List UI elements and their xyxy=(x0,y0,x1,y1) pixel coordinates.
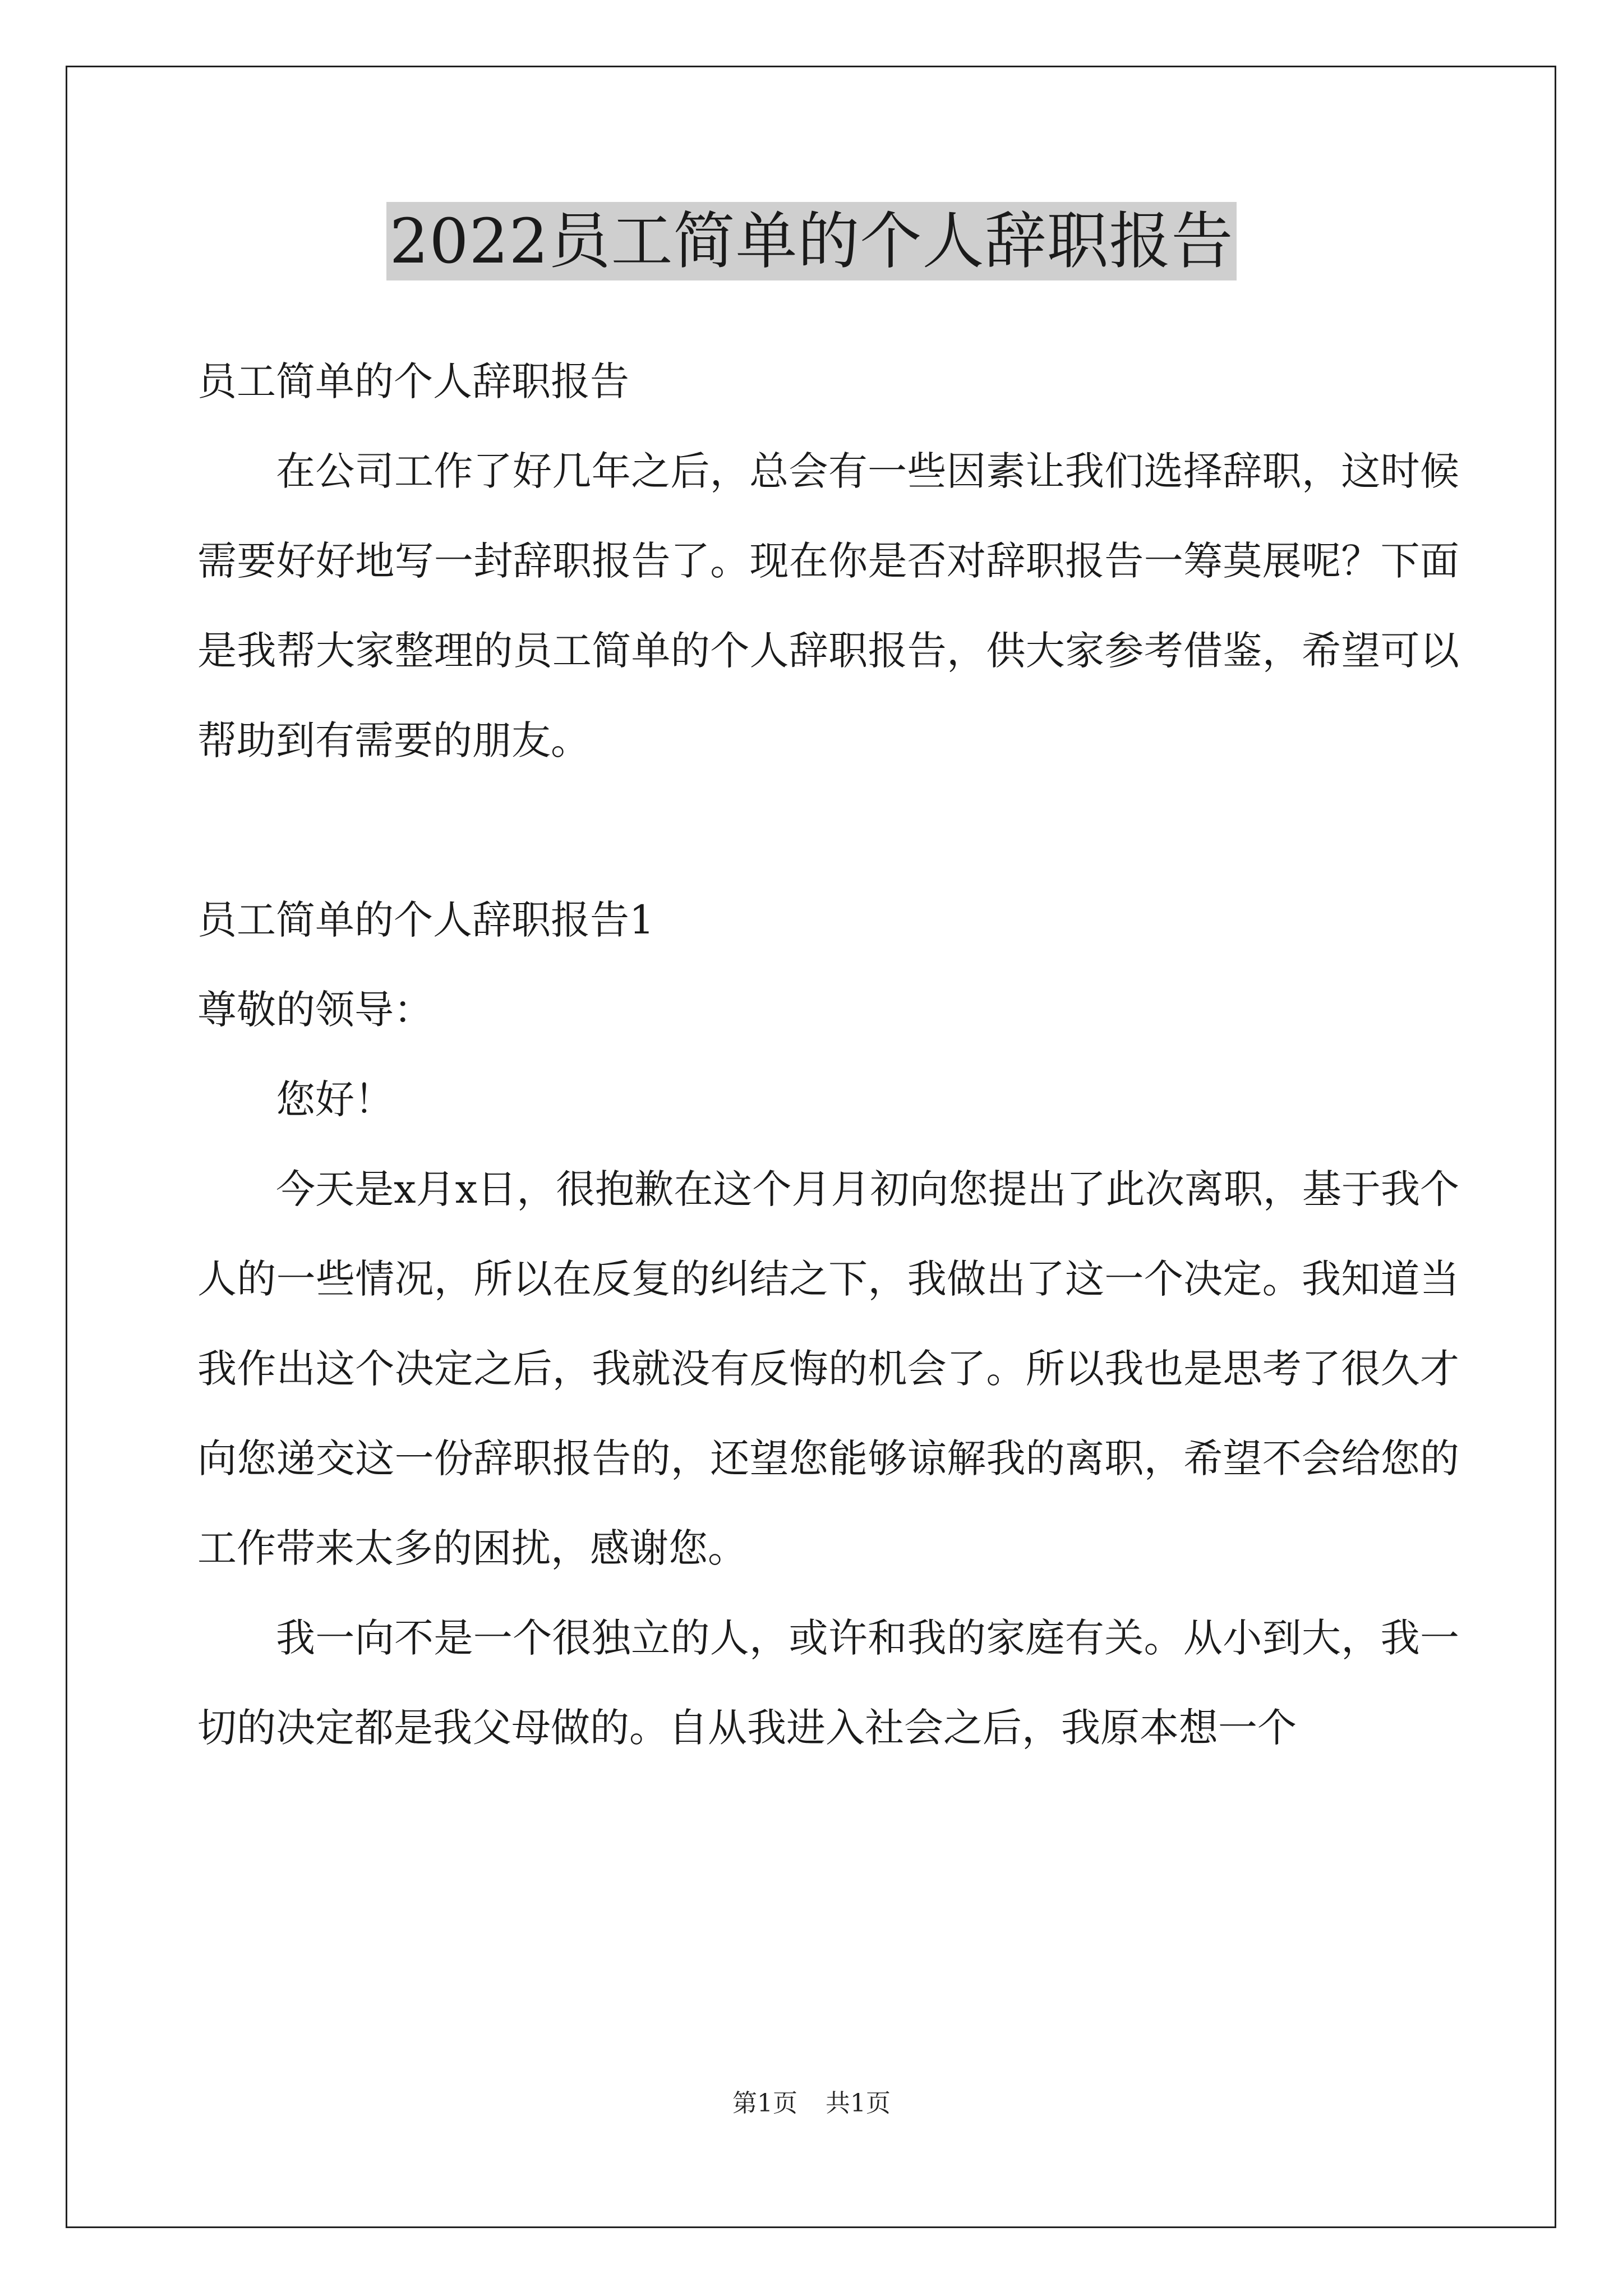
document-body xyxy=(197,337,1459,1773)
subtitle: 员工简单的个人辞职报告 xyxy=(197,358,629,404)
section-heading: 员工简单的个人辞职报告1 xyxy=(197,897,654,943)
document-title: 2022员工简单的个人辞职报告 xyxy=(386,202,1237,280)
page-total: 共1页 xyxy=(826,2089,891,2118)
page-footer xyxy=(0,2087,1623,2120)
page-number: 第1页 xyxy=(732,2089,797,2118)
intro-paragraph: 在公司工作了好几年之后，总会有一些因素让我们选择辞职，这时候需要好好地写一封辞职报告了。现在你是否对辞职报告一筹莫展呢？下面是我帮大家整理的员工简单的个人辞职报告，供大家参考借鉴，希望可以帮助到有需要的朋友。 xyxy=(197,448,1459,763)
greeting: 您好！ xyxy=(276,1076,394,1122)
salutation: 尊敬的领导： xyxy=(197,987,433,1033)
body-paragraph-1: 今天是x月x日，很抱歉在这个月月初向您提出了此次离职，基于我个人的一些情况，所以在反复的纠结之下，我做出了这一个决定。我知道当我作出这个决定之后，我就没有反悔的机会了。所以我也是思考了很久才向您递交这一份辞职报告的，还望您能够谅解我的离职，希望不会给您的工作带来太多的困扰，感谢您。 xyxy=(197,1166,1459,1571)
body-paragraph-2: 我一向不是一个很独立的人，或许和我的家庭有关。从小到大，我一切的决定都是我父母做的。自从我进入社会之后，我原本想一个 xyxy=(197,1615,1459,1751)
title-wrapper xyxy=(0,202,1623,280)
